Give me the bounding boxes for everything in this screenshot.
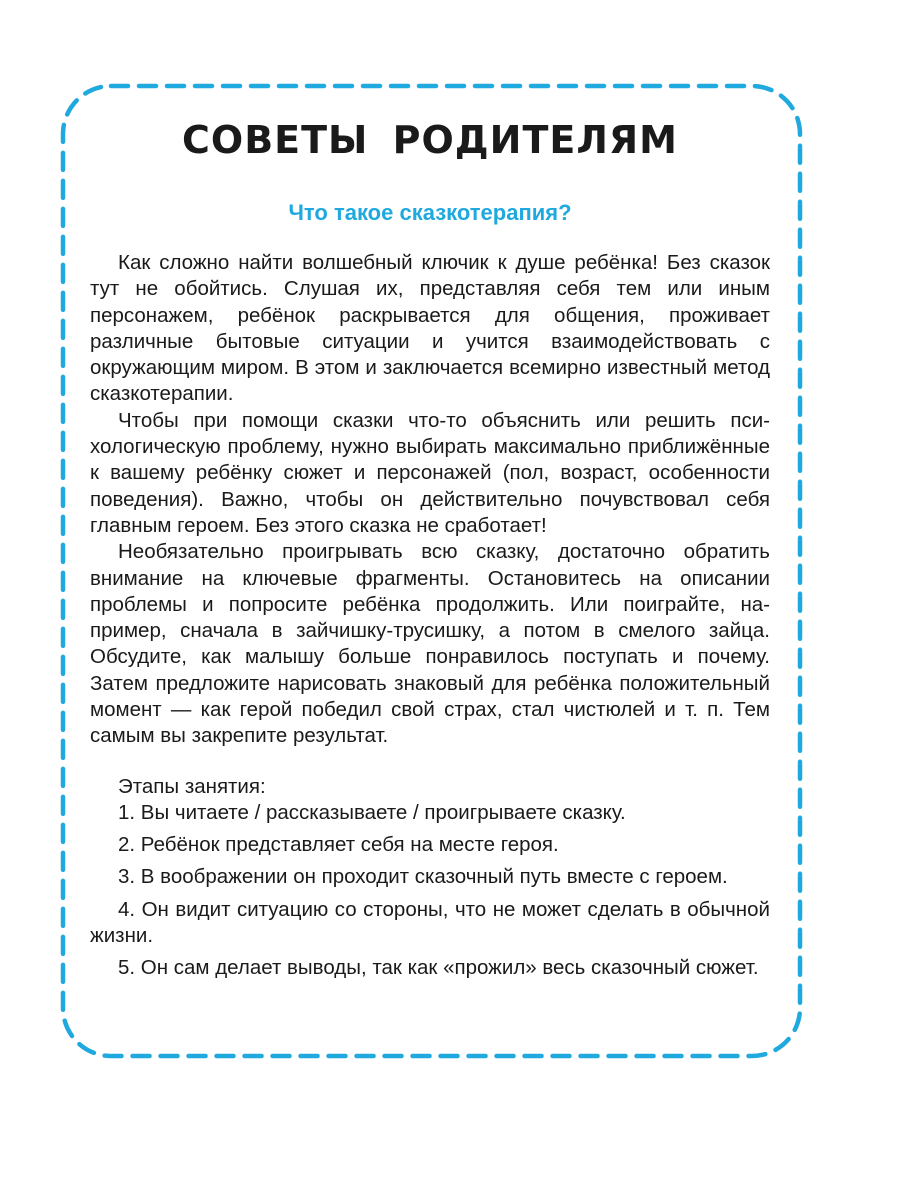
list-item: 4. Он видит ситуацию со стороны, что не может сделать в обычной жизни.: [90, 897, 770, 947]
stages-list: [90, 774, 770, 982]
list-item: 3. В воображении он проходит сказочный путь вместе с героем.: [118, 865, 728, 889]
paragraph-intro: Как сложно найти волшебный ключик к душе ребёнка! Без сказок тут не обойтись. Слушая их, представляя себя тем или иным персонажем, ребёнок раскрывается для общения, проживает различные бытовые ситуации и учится взаимодействовать с окружающим миром. В этом и заключается всемирно известный метод сказкотерапии.: [90, 251, 770, 406]
list-item: 1. Вы читаете / рассказываете / проигрываете сказку.: [118, 800, 626, 824]
list-item: 2. Ребёнок представляет себя на месте героя.: [118, 832, 559, 856]
section-subtitle: Что такое сказкотерапия?: [288, 200, 572, 225]
page-title: СОВЕТЫ РОДИТЕЛЯМ: [182, 118, 678, 162]
stages-heading: Этапы занятия:: [118, 774, 266, 798]
tips-card: [90, 108, 770, 987]
article-body: [90, 250, 770, 750]
paragraph-key-fragments: Необязательно проигрывать всю сказку, достаточно обратить внимание на ключевые фрагменты. Остановитесь на описании проблемы и попросите ребёнка продолжить. Или поиграйте, например, сначала в зайчишку-трусишку, а потом в смелого зайца. Обсудите, как малышу больше понравилось поступать и почему. Затем предложите нарисовать знаковый для ребёнка положительный момент — как герой победил свой страх, стал чистюлей и т. п. Тем самым вы закрепите результат.: [90, 540, 770, 748]
paragraph-psychology: Чтобы при помощи сказки что-то объяснить или решить психологическую проблему, нужно выбирать максимально приближённые к вашему ребёнку сюжет и персонажей (пол, возраст, особенности поведения). Важно, чтобы он действительно почувствовал себя главным героем. Без этого сказка не сработает!: [90, 408, 770, 537]
list-item: 5. Он сам делает выводы, так как «прожил» весь сказочный сюжет.: [118, 956, 759, 980]
